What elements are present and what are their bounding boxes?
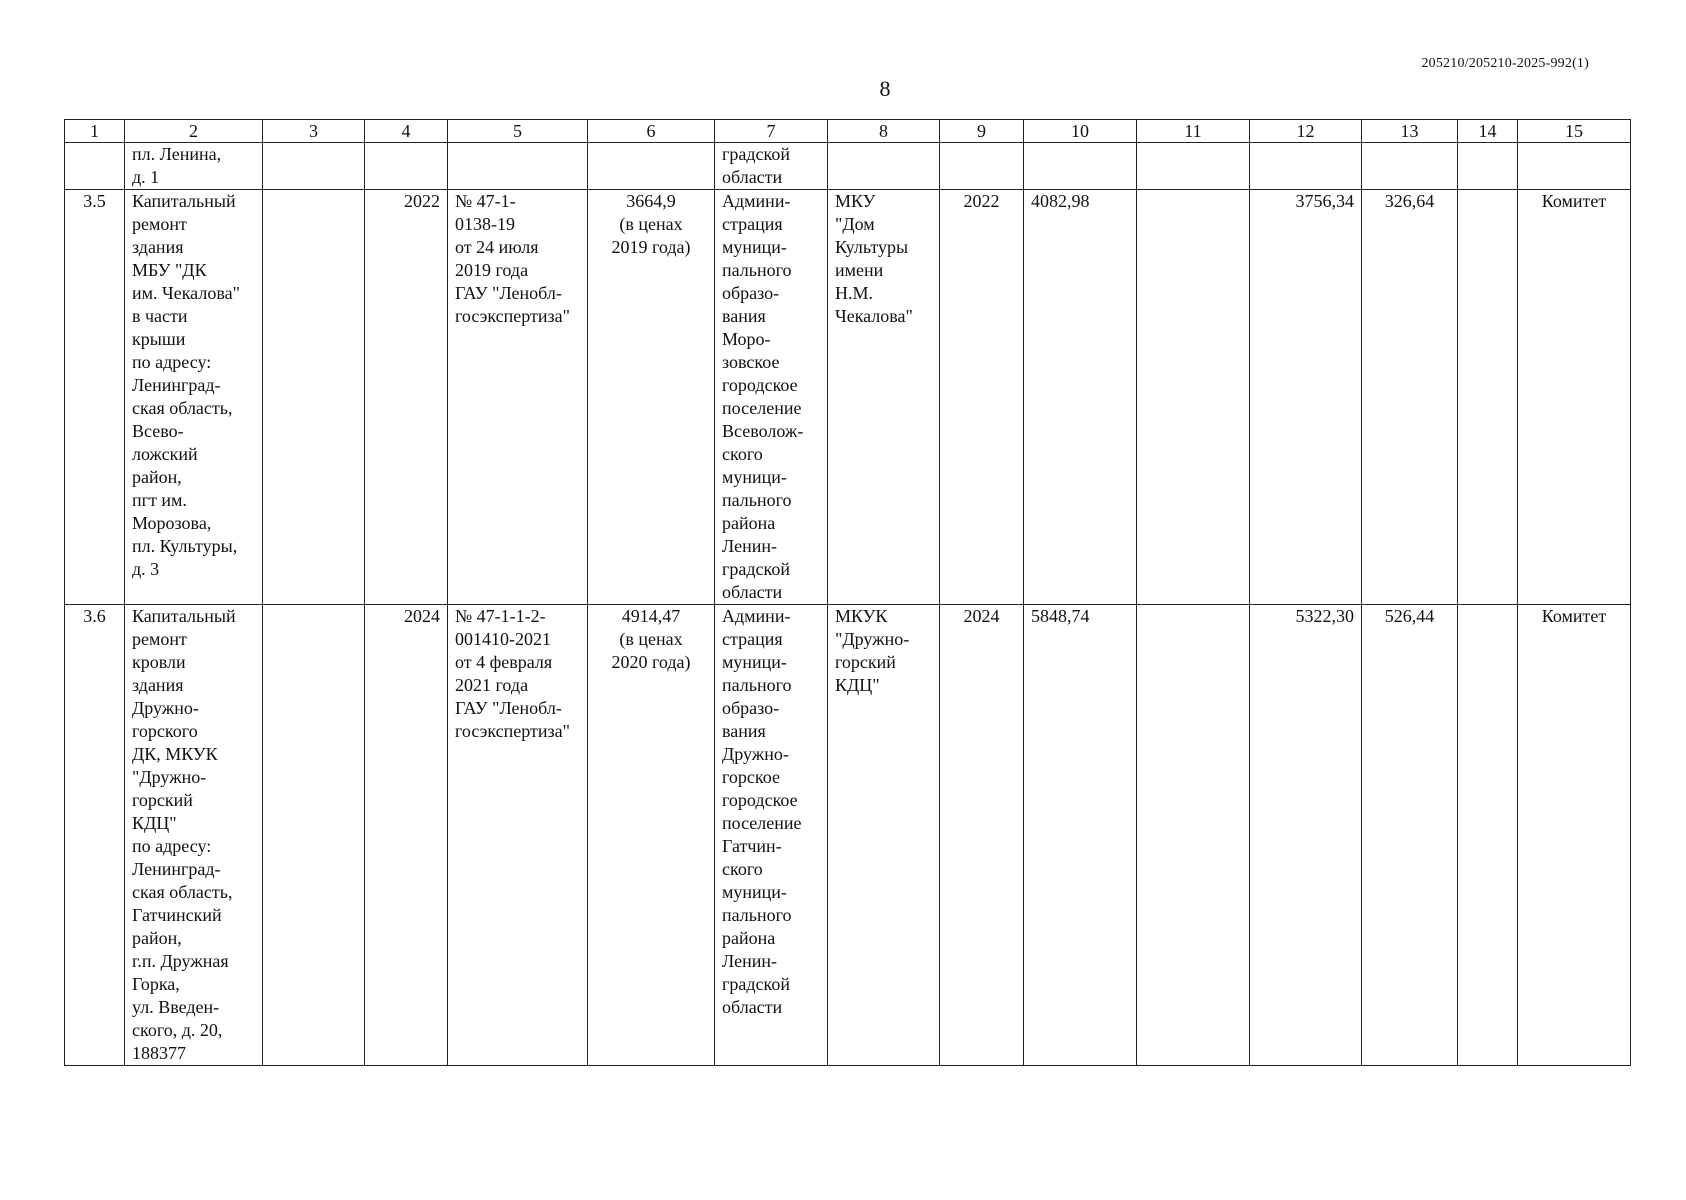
column-header: 2 — [125, 120, 263, 143]
cell — [940, 143, 1024, 190]
cell — [1024, 143, 1137, 190]
table-row — [65, 605, 1631, 1066]
cell-expertise: № 47-1-1-2- 001410-2021 от 4 февраля 2021 года ГАУ "Ленобл- госэкспертиза" — [448, 605, 588, 1066]
cell-expertise: № 47-1- 0138-19 от 24 июля 2019 года ГАУ "Ленобл- госэкспертиза" — [448, 190, 588, 605]
cell-customer: МКУК "Дружно- горский КДЦ" — [828, 605, 940, 1066]
cell-col13: 526,44 — [1362, 605, 1458, 1066]
cell-col15: Комитет — [1518, 190, 1631, 605]
cell-row-number: 3.5 — [65, 190, 125, 605]
continuation-row — [65, 143, 1631, 190]
column-header: 12 — [1250, 120, 1362, 143]
cell-year2: 2022 — [940, 190, 1024, 605]
cell — [263, 143, 365, 190]
page-number: 8 — [879, 76, 891, 101]
table-row — [65, 190, 1631, 605]
cell-col12: 5322,30 — [1250, 605, 1362, 1066]
cell-col15: Комитет — [1518, 605, 1631, 1066]
document-reference: 205210/205210-2025-992(1) — [1421, 56, 1589, 71]
cell-col11 — [1137, 190, 1250, 605]
column-header: 15 — [1518, 120, 1631, 143]
cell — [1250, 143, 1362, 190]
cell — [1137, 143, 1250, 190]
cell — [1362, 143, 1458, 190]
column-header: 8 — [828, 120, 940, 143]
cell-authority: Админи- страция муници- пального образо- вания Моро- зовское городское поселение Всеволож- ского муници- пального района Ленин- градской области — [715, 190, 828, 605]
cell-col12: 3756,34 — [1250, 190, 1362, 605]
column-number-row — [65, 120, 1631, 143]
column-header: 10 — [1024, 120, 1137, 143]
cell-col3 — [263, 190, 365, 605]
cell — [588, 143, 715, 190]
cell-row-number: 3.6 — [65, 605, 125, 1066]
cell-total: 4082,98 — [1024, 190, 1137, 605]
cell — [448, 143, 588, 190]
column-header: 3 — [263, 120, 365, 143]
column-header: 5 — [448, 120, 588, 143]
cell — [1518, 143, 1631, 190]
cell — [365, 143, 448, 190]
cell — [1458, 143, 1518, 190]
cell-authority: градской области — [715, 143, 828, 190]
cell-year: 2022 — [365, 190, 448, 605]
cell — [65, 143, 125, 190]
cell-year: 2024 — [365, 605, 448, 1066]
cell-object-description: Капитальный ремонт кровли здания Дружно- горского ДК, МКУК "Дружно- горский КДЦ" по адресу: Ленинград- ская область, Гатчинский район, г.п. Дружная Горка, ул. Введен- ского, д. 20, 188377 — [125, 605, 263, 1066]
cell-col3 — [263, 605, 365, 1066]
program-table — [64, 119, 1631, 1066]
column-header: 7 — [715, 120, 828, 143]
cell-year2: 2024 — [940, 605, 1024, 1066]
column-header: 6 — [588, 120, 715, 143]
column-header: 13 — [1362, 120, 1458, 143]
cell-col11 — [1137, 605, 1250, 1066]
cell-col14 — [1458, 605, 1518, 1066]
cell-object-address: пл. Ленина, д. 1 — [125, 143, 263, 190]
cell-customer: МКУ "Дом Культуры имени Н.М. Чекалова" — [828, 190, 940, 605]
cell-object-description: Капитальный ремонт здания МБУ "ДК им. Чекалова" в части крыши по адресу: Ленинград- ская область, Всево- ложский район, пгт им. Морозова, пл. Культуры, д. 3 — [125, 190, 263, 605]
column-header: 1 — [65, 120, 125, 143]
cell-authority: Админи- страция муници- пального образо- вания Дружно- горское городское поселение Гатчин- ского муници- пального района Ленин- градской области — [715, 605, 828, 1066]
cell-cost: 4914,47 (в ценах 2020 года) — [588, 605, 715, 1066]
column-header: 9 — [940, 120, 1024, 143]
cell-cost: 3664,9 (в ценах 2019 года) — [588, 190, 715, 605]
column-header: 14 — [1458, 120, 1518, 143]
column-header: 4 — [365, 120, 448, 143]
column-header: 11 — [1137, 120, 1250, 143]
cell-total: 5848,74 — [1024, 605, 1137, 1066]
cell — [828, 143, 940, 190]
cell-col13: 326,64 — [1362, 190, 1458, 605]
cell-col14 — [1458, 190, 1518, 605]
